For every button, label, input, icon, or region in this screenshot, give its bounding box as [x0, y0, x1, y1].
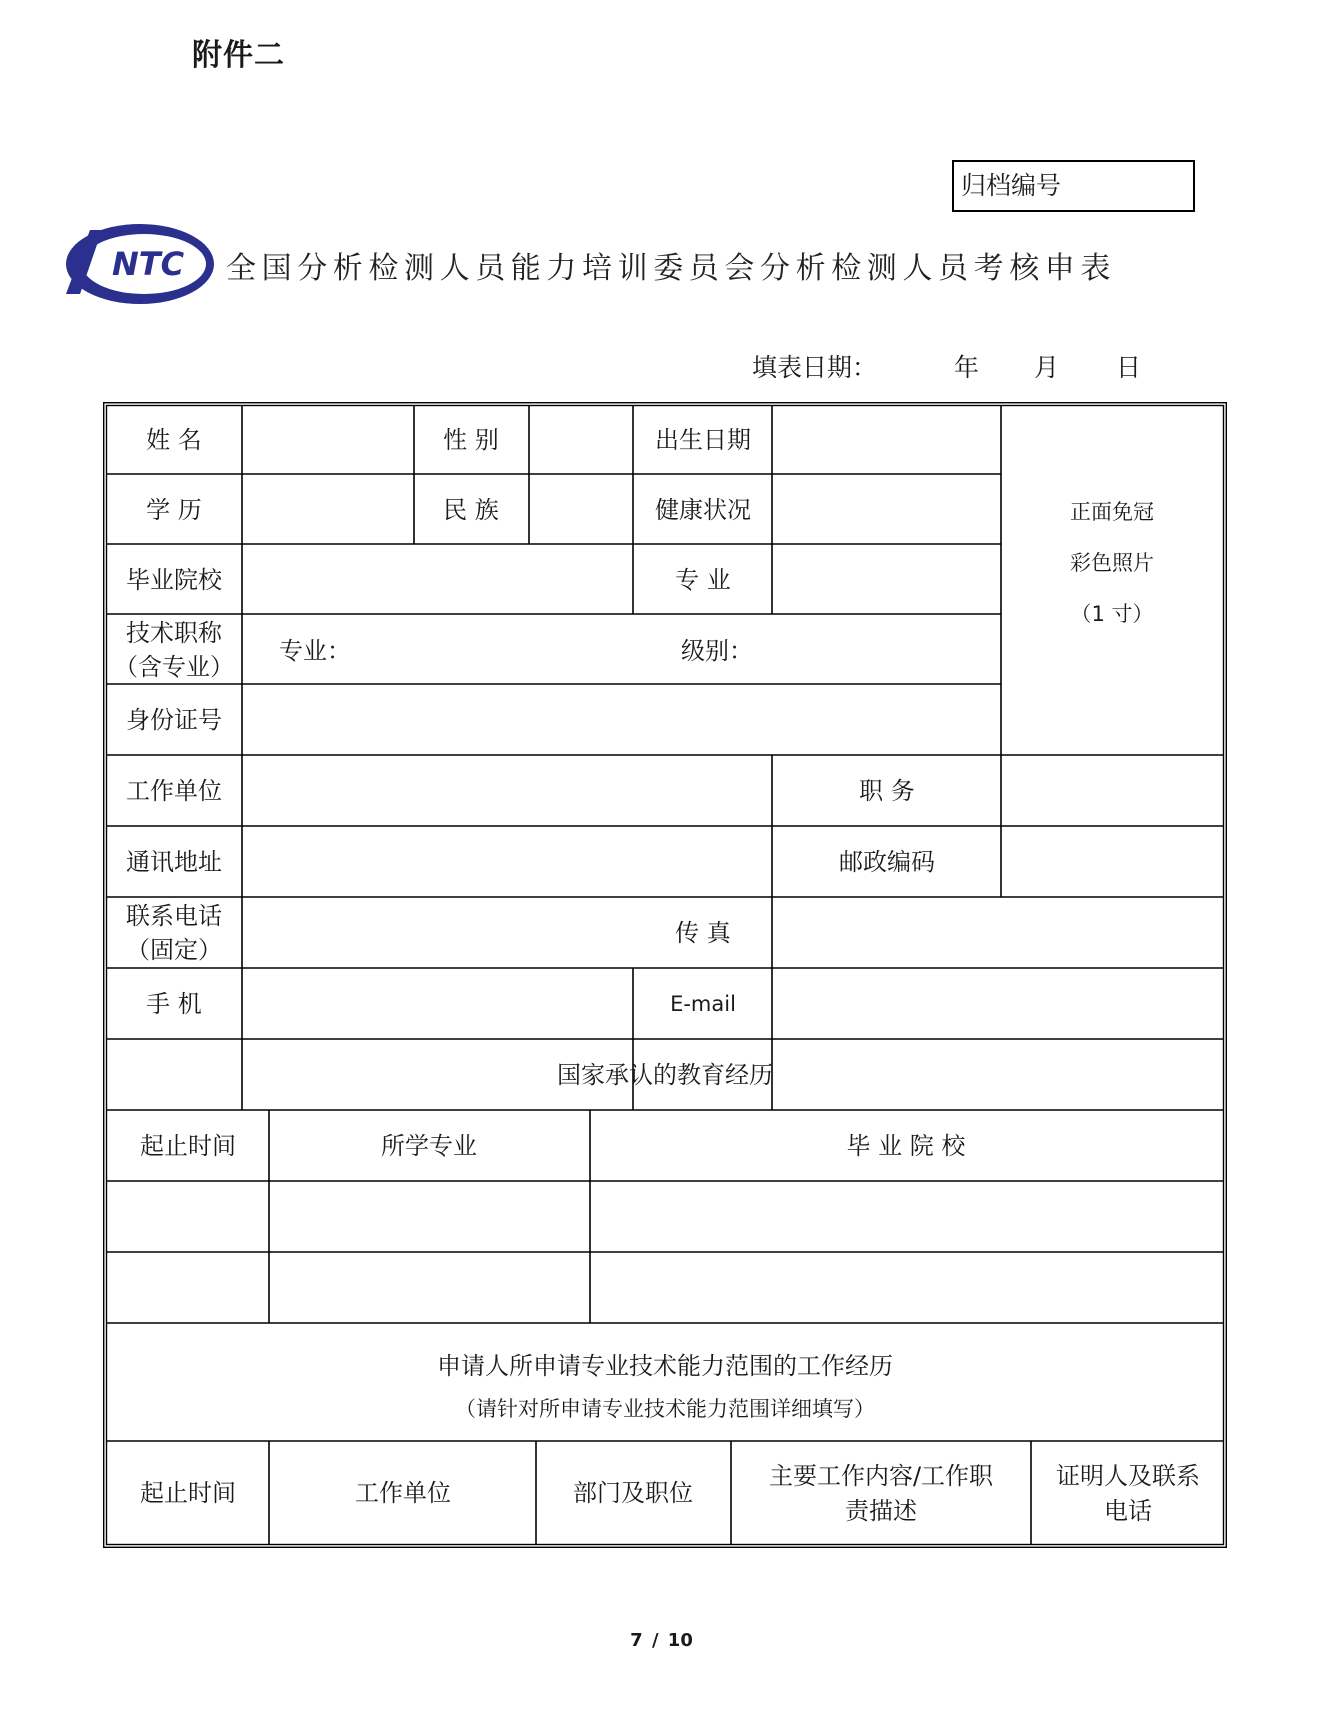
edu-col-period: 起止时间 [140, 1132, 236, 1160]
id-number-label: 身份证号 [126, 706, 222, 734]
edu-col-school: 毕 业 院 校 [846, 1132, 966, 1160]
education-label: 学 历 [146, 496, 202, 524]
education-section-title: 国家承认的教育经历 [557, 1061, 773, 1089]
work-section-title: 申请人所申请专业技术能力范围的工作经历 [437, 1352, 893, 1380]
postal-code-label: 邮政编码 [839, 848, 935, 876]
fill-date-label: 填表日期： [752, 353, 878, 382]
email-label: E-mail [670, 992, 736, 1016]
birth-date-label: 出生日期 [655, 426, 751, 454]
page-number: 7 / 10 [630, 1630, 693, 1651]
work-col-description-line2: 责描述 [845, 1497, 917, 1525]
name-field[interactable] [244, 408, 412, 472]
mobile-label: 手 机 [146, 990, 202, 1018]
edu-row2-period[interactable] [109, 1254, 267, 1321]
position-label: 职 务 [859, 777, 915, 805]
work-col-reference-line2: 电话 [1104, 1497, 1152, 1525]
archive-number-box[interactable] [952, 160, 1195, 212]
school-label: 毕业院校 [126, 566, 222, 594]
ethnicity-field[interactable] [531, 476, 631, 542]
fax-label: 传 真 [675, 919, 731, 947]
edu-row1-period[interactable] [109, 1183, 267, 1250]
edu-row2-school[interactable] [592, 1254, 1221, 1321]
gender-field[interactable] [531, 408, 631, 472]
tech-title-label-line1: 技术职称 [126, 619, 222, 647]
logo-text: NTC [111, 245, 185, 283]
address-label: 通讯地址 [126, 848, 222, 876]
employer-field[interactable] [244, 757, 770, 824]
birth-date-field[interactable] [774, 408, 999, 472]
work-col-period: 起止时间 [140, 1479, 236, 1507]
work-col-description-line1: 主要工作内容/工作职 [768, 1462, 994, 1490]
health-field[interactable] [774, 476, 999, 542]
mobile-field[interactable] [244, 970, 631, 1037]
edu-row1-major[interactable] [271, 1183, 588, 1250]
id-number-field[interactable] [244, 686, 999, 753]
employer-label: 工作单位 [126, 777, 222, 805]
tech-title-field[interactable] [244, 616, 999, 682]
major-field[interactable] [774, 546, 999, 612]
phone-label-line2: （固定） [126, 936, 222, 964]
position-field[interactable] [1003, 757, 1221, 824]
edu-row1-school[interactable] [592, 1183, 1221, 1250]
email-field[interactable] [774, 970, 1221, 1037]
phone-label-line1: 联系电话 [126, 902, 222, 930]
archive-number-label: 归档编号 [961, 171, 1062, 200]
address-field[interactable] [244, 828, 770, 895]
work-section-subtitle: （请针对所申请专业技术能力范围详细填写） [455, 1397, 875, 1421]
fill-date-month: 月 [1034, 353, 1060, 382]
name-label: 姓 名 [146, 426, 202, 454]
major-label: 专 业 [675, 566, 731, 594]
school-field[interactable] [244, 546, 631, 612]
work-col-department: 部门及职位 [573, 1479, 693, 1507]
health-label: 健康状况 [655, 496, 751, 524]
ethnicity-label: 民 族 [443, 496, 499, 524]
education-field[interactable] [244, 476, 412, 542]
work-col-reference-line1: 证明人及联系 [1056, 1462, 1200, 1490]
fill-date-year: 年 [954, 353, 980, 382]
postal-code-field[interactable] [1003, 828, 1221, 895]
edu-col-major: 所学专业 [381, 1132, 477, 1160]
fax-field[interactable] [774, 899, 1221, 966]
work-col-employer: 工作单位 [355, 1479, 451, 1507]
fill-date-day: 日 [1116, 353, 1142, 382]
application-form-table [103, 402, 1227, 1548]
photo-area[interactable] [1003, 408, 1221, 753]
attachment-label: 附件二 [192, 38, 285, 73]
edu-row2-major[interactable] [271, 1254, 588, 1321]
phone-field[interactable] [244, 899, 631, 966]
gender-label: 性 别 [443, 426, 499, 454]
tech-title-label-line2: （含专业） [114, 653, 234, 681]
form-title: 全国分析检测人员能力培训委员会分析检测人员考核申表 [226, 251, 1116, 286]
ntc-logo [60, 220, 216, 308]
